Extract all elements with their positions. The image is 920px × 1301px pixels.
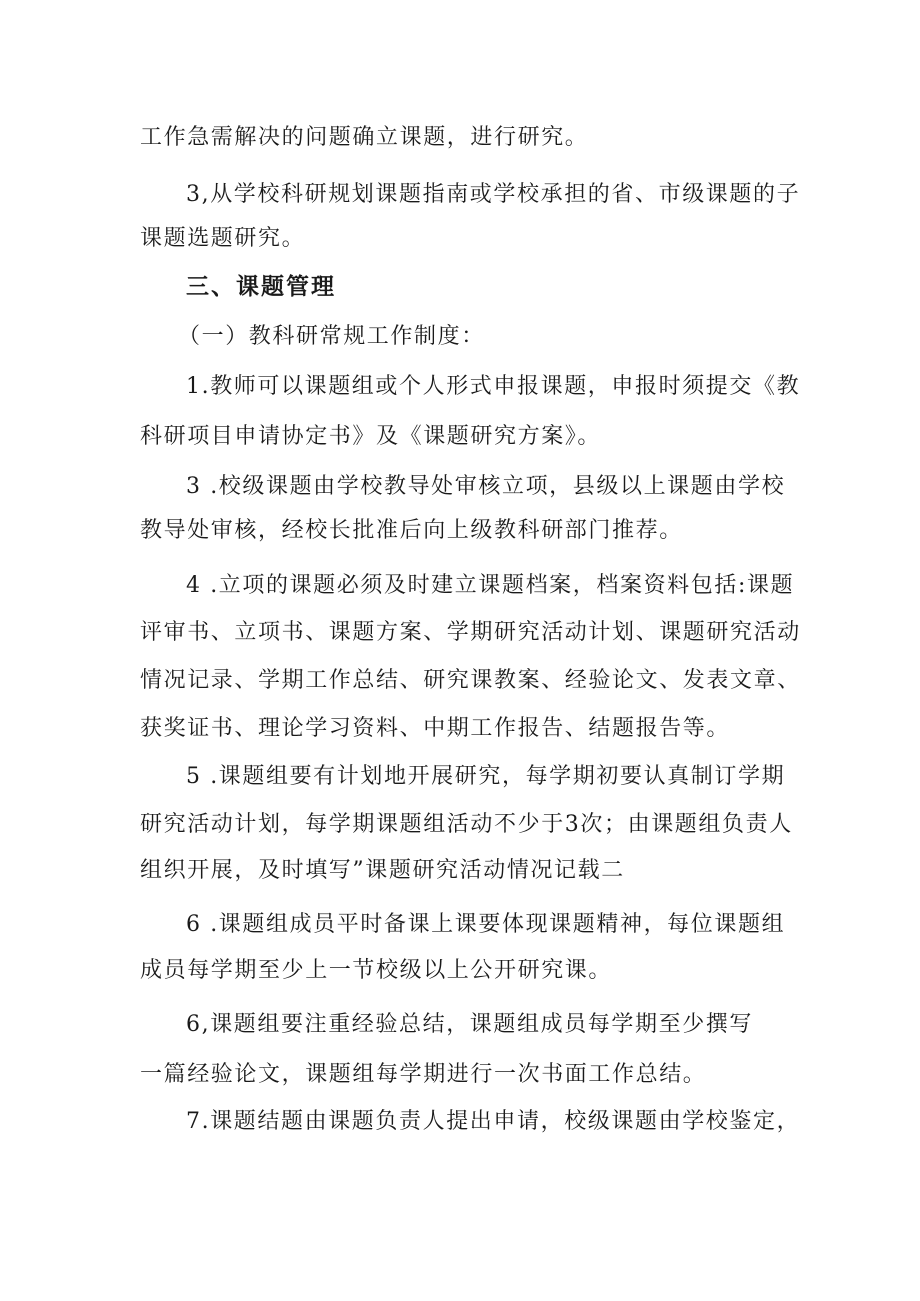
paragraph-line: 7.课题结题由课题负责人提出申请，校级课题由学校鉴定， [186,1109,801,1134]
paragraph-line: 评审书、立项书、课题方案、学期研究活动计划、课题研究活动 [140,620,801,645]
section-heading: 三、课题管理 [186,274,336,300]
paragraph-line: 课题选题研究。 [140,226,306,251]
paragraph-line: 教导处审核，经校长批准后向上级教科研部门推荐。 [140,518,683,543]
paragraph-line: 获奖证书、理论学习资料、中期工作报告、结题报告等。 [140,716,731,741]
paragraph-line: 1.教师可以课题组或个人形式申报课题，申报时须提交《教 [186,374,801,399]
paragraph-line: 4 .立项的课题必须及时建立课题档案，档案资料包括:课题 [186,573,795,598]
paragraph-line: 组织开展，及时填写”课题研究活动情况记载二 [140,858,625,883]
paragraph-line: 科研项目申请协定书》及《课题研究方案》。 [140,424,602,449]
paragraph-line: 研究活动计划，每学期课题组活动不少于3次；由课题组负责人 [140,812,793,837]
paragraph-line: 6 .课题组成员平时备课上课要体现课题精神，每位课题组 [186,912,786,937]
subsection-heading: （一）教科研常规工作制度： [178,324,485,349]
paragraph-line: 6,课题组要注重经验总结，课题组成员每学期至少撰写 [186,1012,753,1037]
paragraph-line: 3,从学校科研规划课题指南或学校承担的省、市级课题的子 [186,182,801,207]
paragraph-line: 成员每学期至少上一节校级以上公开研究课。 [140,958,613,983]
paragraph-line: 情况记录、学期工作总结、研究课教案、经验论文、发表文章、 [140,668,801,693]
paragraph-line: 3 .校级课题由学校教导处审核立项，县级以上课题由学校 [186,474,786,499]
paragraph-line: 5 .课题组要有计划地开展研究，每学期初要认真制订学期 [186,764,786,789]
paragraph-line: 工作急需解决的问题确立课题，进行研究。 [140,125,589,150]
paragraph-line: 一篇经验论文，课题组每学期进行一次书面工作总结。 [140,1062,707,1087]
